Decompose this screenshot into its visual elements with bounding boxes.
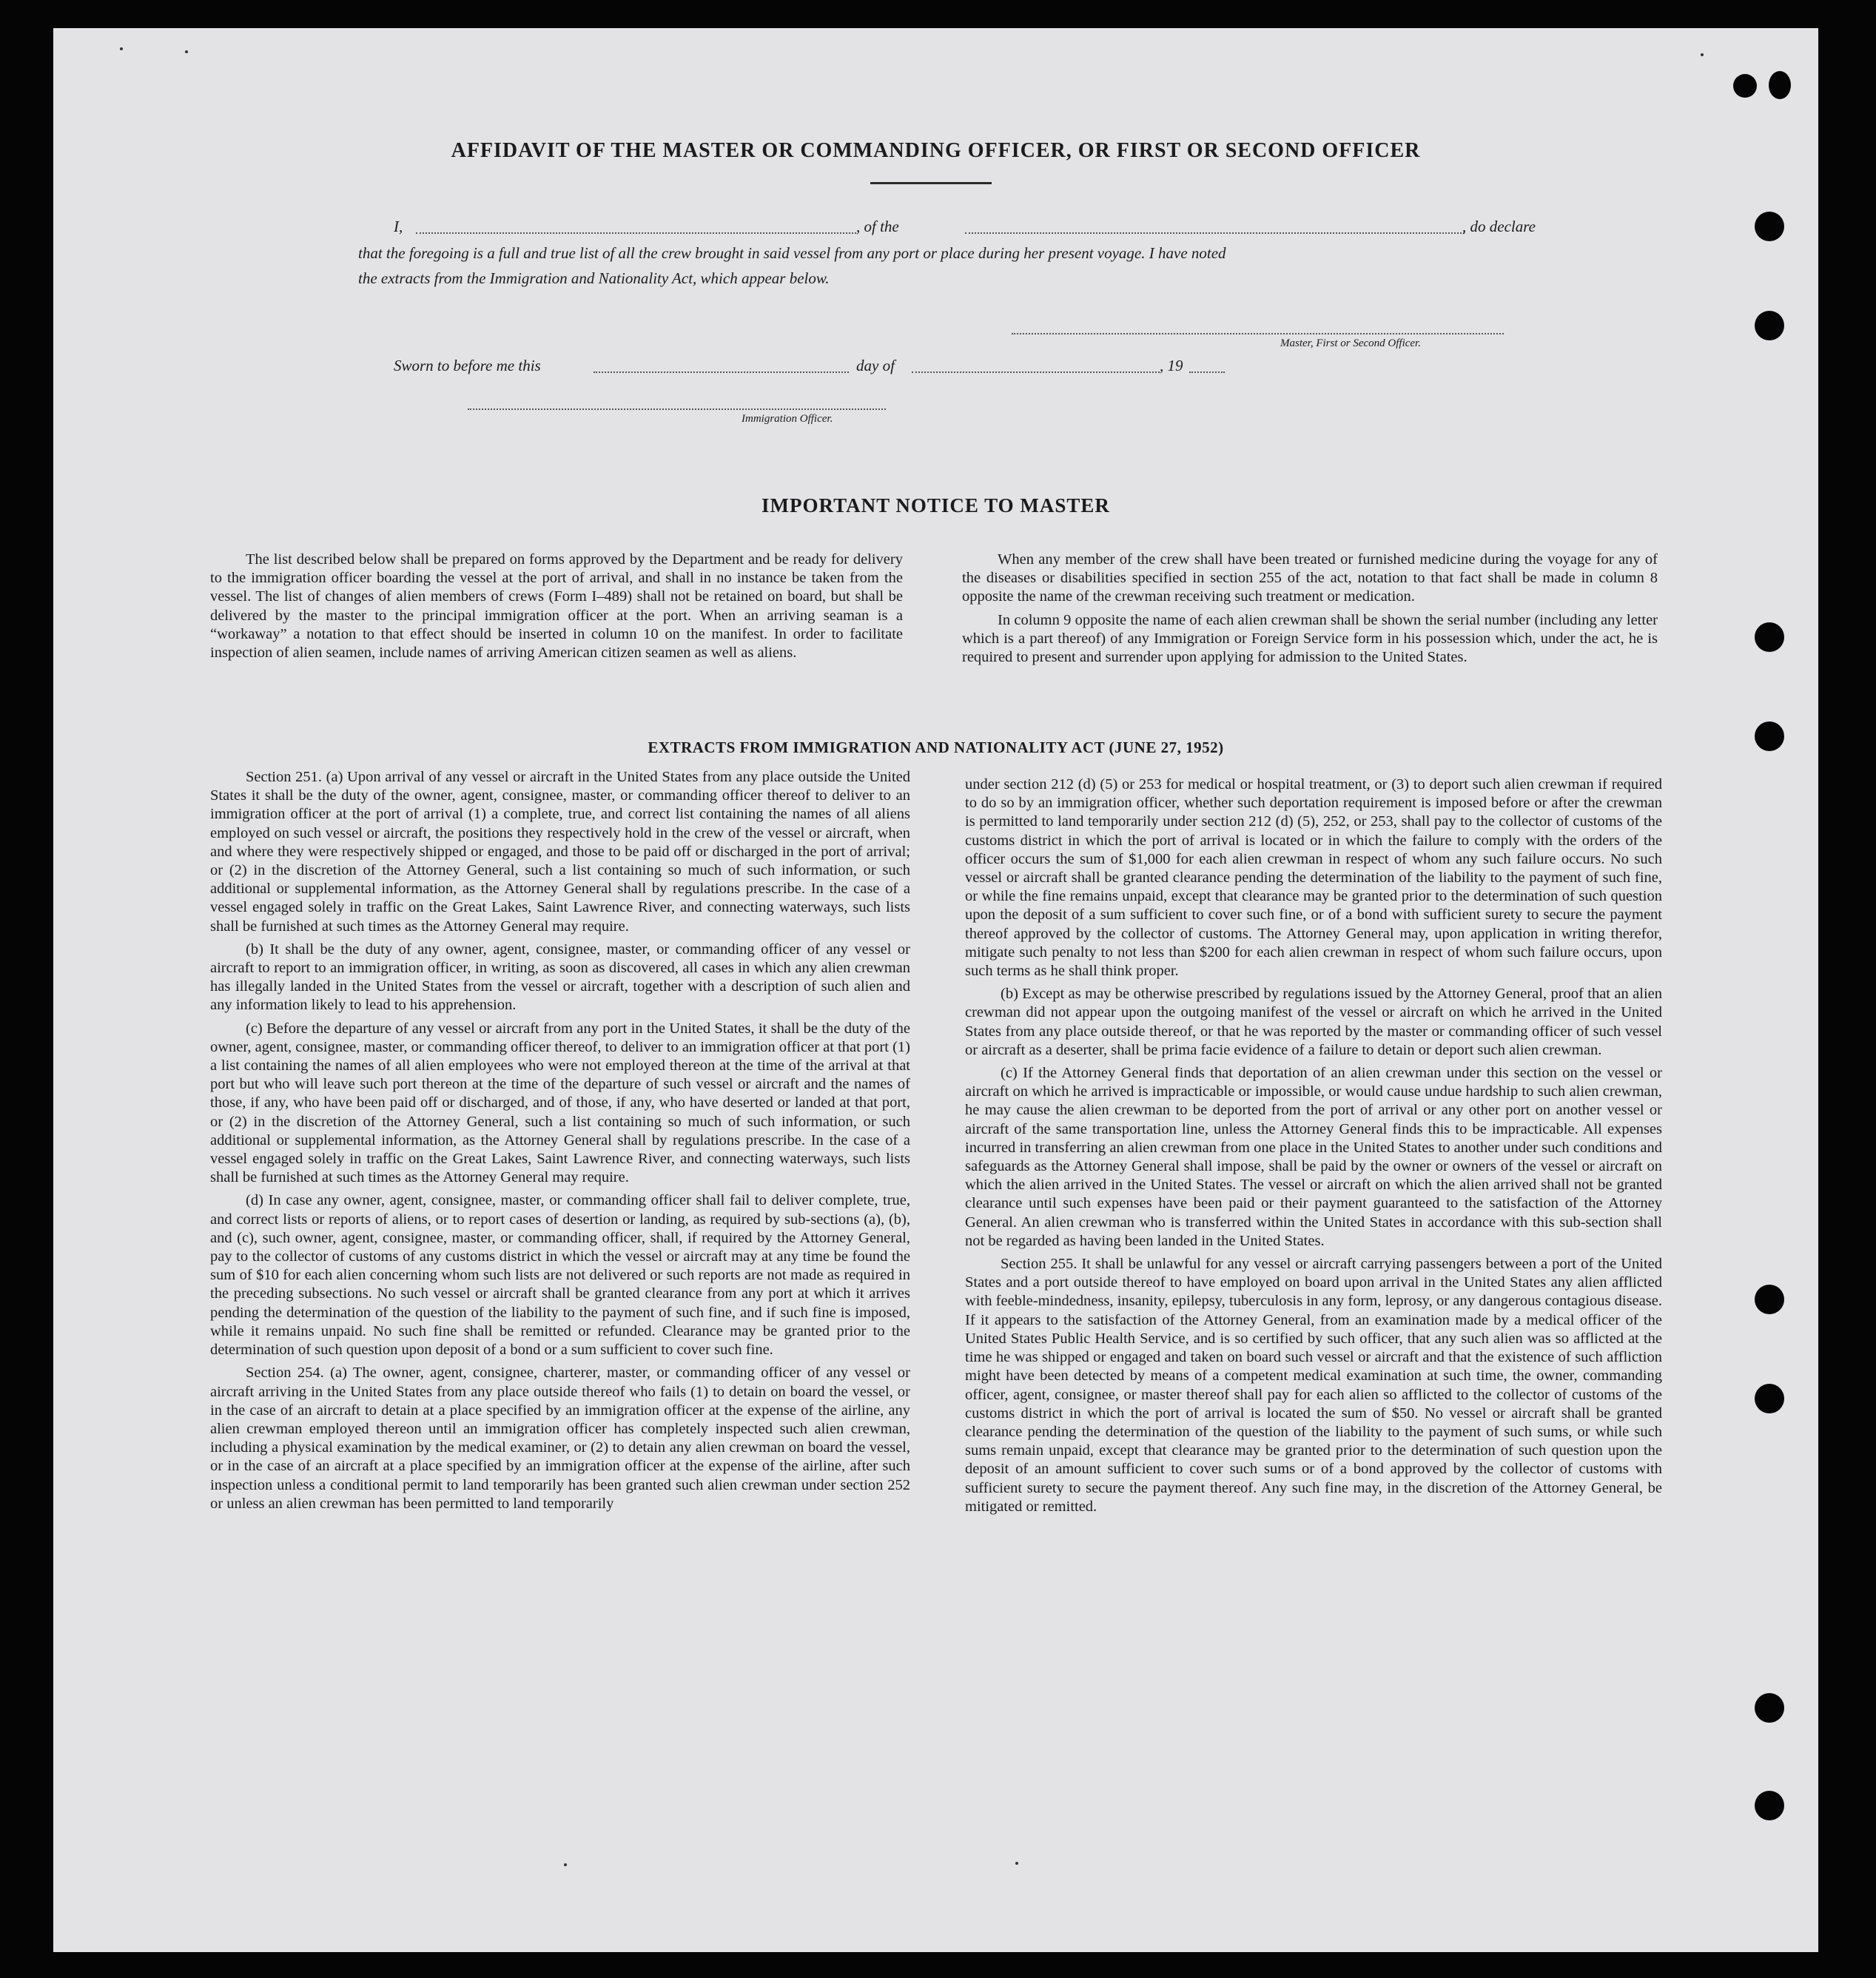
- punch-hole: [1755, 1285, 1784, 1314]
- punch-hole: [1755, 1384, 1784, 1413]
- punch-hole: [1733, 74, 1757, 98]
- title-divider: [870, 182, 992, 184]
- scan-speck: [564, 1863, 567, 1866]
- notice-left-paragraph: The list described below shall be prepared on forms approved by the Department and be ready for delivery to the immigration officer boarding the vessel at the port of arrival, and shall in no instance be taken from the vessel. The list of changes of alien members of crews (Form I–489) shall not be retained on board, but shall be delivered by the master to the principal immigration officer at the port. When an arriving seaman is a “workaway” a notation to that effect should be inserted in column 10 on the manifest. In order to facilitate inspection of alien seamen, include names of arriving American citizen seamen as well as aliens.: [210, 551, 903, 662]
- sworn-prefix-label: Sworn to before me this: [394, 357, 541, 374]
- notice-right-paragraph-1: When any member of the crew shall have been treated or furnished medicine during the voyage for any of the diseases or disabilities specified in section 255 of the act, notation to that fact shall be made in column 8 opposite the name of the crewman receiving such treatment or medication.: [962, 551, 1658, 605]
- scan-speck: [120, 47, 123, 50]
- extract-paragraph: (c) If the Attorney General finds that deportation of an alien crewman under this section on the vessel or aircraft on which he arrived is impracticable or impossible, or would cause undue hardship to such alien crewman, he may cause the alien crewman to be deported from the port of arrival or any other port on another vessel or aircraft of the same transportation line, unless the Attorney General finds this to be impracticable. All expenses incurred in transferring an alien crewman from one place in the United States to another under such conditions and safeguards as the Attorney General shall impose, shall be paid by the owner or owners of the vessel or aircraft on which the alien arrived in the United States. The vessel or aircraft on which the alien arrived shall not be granted clearance until such expenses have been paid or their payment guaranteed to the satisfaction of the Attorney General. An alien crewman who is transferred within the United States in accordance with this sub-section shall not be regarded as having been landed in the United States.: [965, 1065, 1662, 1249]
- punch-hole: [1755, 622, 1784, 652]
- affidavit-title: AFFIDAVIT OF THE MASTER OR COMMANDING OFFICER, OR FIRST OR SECOND OFFICER: [451, 139, 1421, 162]
- declaration-text-line2: the extracts from the Immigration and Nationality Act, which appear below.: [358, 269, 830, 287]
- punch-hole: [1755, 1791, 1784, 1820]
- scan-speck: [1701, 53, 1704, 56]
- document-page: [53, 28, 1818, 1952]
- name-blank[interactable]: [416, 232, 856, 234]
- master-signature-caption: Master, First or Second Officer.: [1280, 337, 1421, 349]
- punch-hole: [1755, 311, 1784, 340]
- sworn-month-blank[interactable]: [912, 371, 1160, 373]
- punch-hole: [1755, 1693, 1784, 1723]
- master-signature-line[interactable]: [1012, 333, 1504, 334]
- officer-signature-line[interactable]: [468, 408, 886, 410]
- notice-left-column: [210, 551, 903, 667]
- declaration-text-line1: that the foregoing is a full and true list of all the crew brought in said vessel from any port or place during her present voyage. I have noted: [358, 244, 1226, 262]
- sworn-year-blank[interactable]: [1189, 371, 1225, 373]
- extracts-right-column: [965, 776, 1662, 1521]
- scan-speck: [185, 50, 188, 53]
- declare-do-declare-label: , do declare: [1462, 218, 1536, 235]
- extract-paragraph: (b) It shall be the duty of any owner, agent, consignee, master, or commanding officer of any vessel or aircraft to report to an immigration officer, in writing, as soon as discovered, all cases in which any alien crewman has illegally landed in the United States from the vessel or aircraft, together with a description of such alien and any information likely to lead to his apprehension.: [210, 941, 910, 1014]
- officer-signature-caption: Immigration Officer.: [742, 413, 833, 425]
- extracts-left-column: [210, 768, 910, 1518]
- extract-paragraph: (b) Except as may be otherwise prescribed by regulations issued by the Attorney General, proof that an alien crewman did not appear upon the outgoing manifest of the vessel or aircraft on which he arrived in the United States from any place outside thereof, or that he was reported by the master or commanding officer of such vessel or aircraft as a deserter, shall be prima facie evidence of a failure to detain or deport such alien crewman.: [965, 986, 1662, 1058]
- notice-right-paragraph-2: In column 9 opposite the name of each alien crewman shall be shown the serial number (including any letter which is a part thereof) of any Immigration or Foreign Service form in his possession which, under the act, he is required to present and surrender upon applying for admission to the United States.: [962, 611, 1658, 666]
- notice-right-column: [962, 551, 1658, 671]
- notice-title: IMPORTANT NOTICE TO MASTER: [762, 494, 1110, 517]
- sworn-day-blank[interactable]: [594, 371, 849, 373]
- extract-paragraph: (c) Before the departure of any vessel or aircraft from any port in the United States, it shall be the duty of the owner, agent, consignee, master, or commanding officer thereof, to deliver to an immigration officer at that port (1) a list containing the names of all alien employees who were not employed thereon at the time of the arrival at that port but who will leave such port thereon at the time of the departure of such vessel or aircraft and the names of those, if any, who have been paid off or discharged, and of those, if any, who have deserted or landed at that port, or (2) in the discretion of the Attorney General, such a list containing so much of such information, or such additional or supplemental information, as the Attorney General shall by regulations prescribe. In the case of a vessel engaged solely in traffic on the Great Lakes, Saint Lawrence River, and connecting waterways, such lists shall be furnished at such times as the Attorney General may require.: [210, 1020, 910, 1186]
- sworn-day-of-label: day of: [856, 357, 895, 374]
- extract-paragraph: Section 254. (a) The owner, agent, consignee, charterer, master, or commanding officer of any vessel or aircraft arriving in the United States from any place outside thereof who fails (1) to detain on board the vessel, or in the case of an aircraft to detain at a place specified by an immigration officer at the expense of the airline, any alien crewman employed thereon until an immigration officer has completely inspected such alien crewman, including a physical examination by the medical examiner, or (2) to detain any alien crewman on board the vessel, or in the case of an aircraft at a place specified by an immigration officer at the expense of the airline, after such inspection unless a conditional permit to land temporarily has been granted such alien crewman under section 252 or unless an alien crewman has been permitted to land temporarily: [210, 1365, 910, 1512]
- extract-paragraph: (d) In case any owner, agent, consignee, master, or commanding officer shall fail to deliver complete, true, and correct lists or reports of aliens, or to report cases of desertion or landing, as required by sub-sections (a), (b), and (c), such owner, agent, consignee, master, or commanding officer, shall, if required by the Attorney General, pay to the collector of customs of any customs district in which the vessel or aircraft may at any time be found the sum of $10 for each alien concerning whom such lists are not delivered or such reports are not made as required in the preceding subsections. No such vessel or aircraft shall be granted clearance from any port at which it arrives pending the determination of the question of the liability to the payment of such fine, and if such fine is imposed, while it remains unpaid. No such fine shall be remitted or refunded. Clearance may be granted prior to the determination of such question upon deposit of a bond or a sum sufficient to cover such fine.: [210, 1192, 910, 1359]
- declare-i-label: I,: [394, 218, 403, 235]
- extract-paragraph: Section 255. It shall be unlawful for any vessel or aircraft carrying passengers between a port of the United States and a port outside thereof to have employed on board upon arrival in the United States any alien afflicted with feeble-mindedness, insanity, epilepsy, tuberculosis in any form, leprosy, or any dangerous contagious disease. If it appears to the satisfaction of the Attorney General, from an examination made by a medical officer of the United States Public Health Service, and is so certified by such officer, that any such alien was so afflicted at the time he was shipped or engaged and taken on board such vessel or aircraft and that the existence of such affliction might have been detected by means of a competent medical examination at such time, the owner, commanding officer, agent, consignee, or master thereof shall pay for each alien so afflicted to the collector of customs of the customs district in which the port of arrival is located the sum of $50. No vessel or aircraft shall be granted clearance pending the determination of the question of the liability to the payment of such sums, or while such sums remain unpaid, except that clearance may be granted prior to the determination of such question upon the deposit of an amount sufficient to cover such sums or of a bond approved by the collector of customs with sufficient surety to secure the payment thereof. Any such fine may, in the discretion of the Attorney General, be mitigated or remitted.: [965, 1256, 1662, 1515]
- scan-speck: [1015, 1862, 1018, 1865]
- sworn-year-label: , 19: [1160, 357, 1183, 374]
- extract-paragraph: Section 251. (a) Upon arrival of any vessel or aircraft in the United States from any place outside the United States it shall be the duty of the owner, agent, consignee, master, or commanding officer thereof to deliver to an immigration officer at the port of arrival (1) a complete, true, and correct list containing the names of all aliens employed on such vessel or aircraft, the positions they respectively hold in the crew of the vessel or aircraft, when and where they were respectively shipped or engaged, and those to be paid off or discharged in the port of arrival; or (2) in the discretion of the Attorney General, such a list containing so much of such information, or such additional or supplemental information, as the Attorney General shall by regulations prescribe. In the case of a vessel engaged solely in traffic on the Great Lakes, Saint Lawrence River, and connecting waterways, such lists shall be furnished at such times as the Attorney General may require.: [210, 769, 910, 935]
- extract-paragraph: under section 212 (d) (5) or 253 for medical or hospital treatment, or (3) to deport such alien crewman if required to do so by an immigration officer, whether such deportation requirement is imposed before or after the crewman is permitted to land temporarily under section 212 (d) (5), 252, or 253, shall pay to the collector of customs of the customs district in which the port of arrival is located or in which the failure to comply with the orders of the officer occurs the sum of $1,000 for each alien crewman in respect of whom any such failure occurs. No such vessel or aircraft shall be granted clearance pending the determination of the liability to the payment of such fine, or while the fine remains unpaid, except that clearance may be granted prior to the determination of such question upon the deposit of a sum sufficient to cover such fine, or of a bond with sufficient surety to secure the payment thereof approved by the collector of customs. The Attorney General may, upon application in writing therefor, mitigate such penalty to not less than $200 for each alien crewman in respect of whom such failure occurs, upon such terms as he shall think proper.: [965, 776, 1662, 980]
- punch-hole: [1755, 212, 1784, 241]
- vessel-blank[interactable]: [965, 232, 1465, 234]
- punch-hole: [1769, 71, 1791, 99]
- declare-of-the-label: , of the: [856, 218, 899, 235]
- extracts-title: EXTRACTS FROM IMMIGRATION AND NATIONALITY ACT (JUNE 27, 1952): [648, 739, 1224, 756]
